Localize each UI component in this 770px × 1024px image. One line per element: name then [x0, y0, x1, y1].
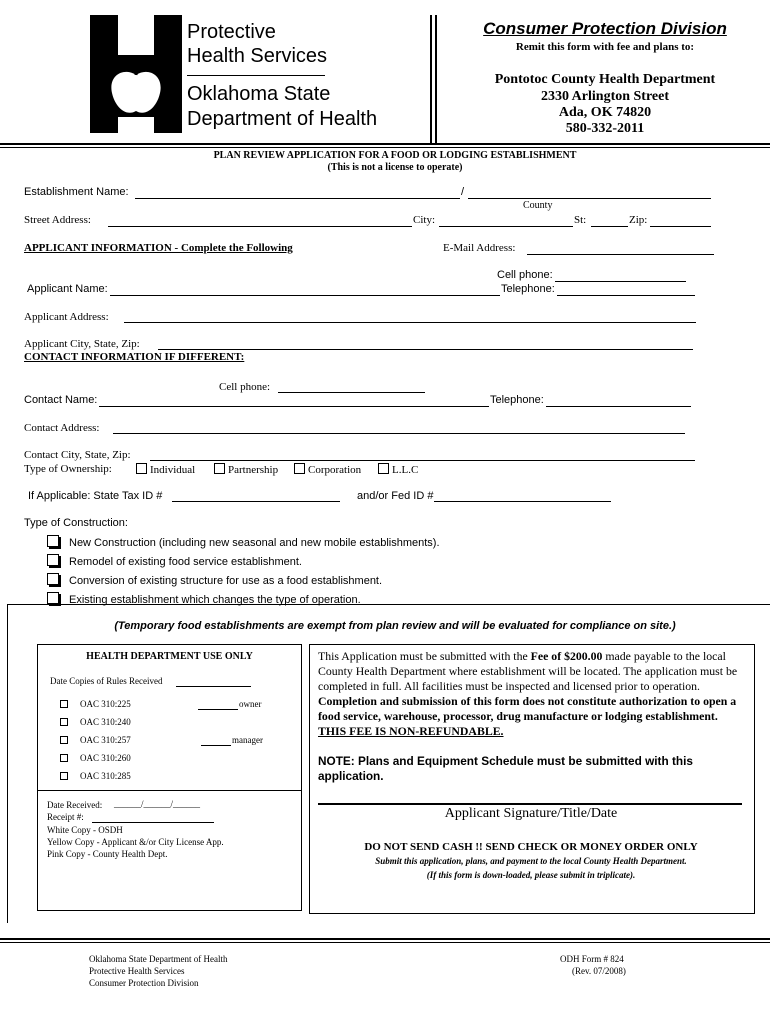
footer-org-1: Oklahoma State Department of Health	[89, 954, 228, 964]
header-rule	[0, 143, 770, 145]
remit-text: Remit this form with fee and plans to:	[515, 41, 695, 53]
email-label: E-Mail Address:	[443, 242, 516, 254]
establishment-name-label: Establishment Name:	[24, 186, 129, 198]
contact-csz-field[interactable]	[150, 460, 695, 461]
applicant-name-field[interactable]	[110, 295, 500, 296]
owner-field[interactable]	[198, 709, 238, 710]
applicant-csz-label: Applicant City, State, Zip:	[24, 338, 140, 350]
ownership-corporation[interactable]: Corporation	[294, 463, 361, 476]
contact-name-label: Contact Name:	[24, 394, 98, 406]
remit-address-1: Pontotoc County Health Department	[494, 72, 716, 87]
copy-pink: Pink Copy - County Health Dept.	[47, 849, 168, 859]
contact-info-heading: CONTACT INFORMATION IF DIFFERENT:	[24, 351, 245, 363]
zip-label: Zip:	[629, 214, 648, 226]
street-address-field[interactable]	[108, 226, 412, 227]
footer-form-number: ODH Form # 824	[560, 954, 624, 964]
no-cash-warning: DO NOT SEND CASH !! SEND CHECK OR MONEY ORDER ONLY	[364, 841, 698, 853]
checkbox-icon[interactable]	[47, 535, 59, 547]
footer-rule	[0, 938, 770, 940]
city-label: City:	[413, 214, 436, 226]
ownership-label: Type of Ownership:	[24, 463, 112, 475]
fed-id-label: and/or Fed ID #	[357, 490, 434, 502]
ownership-partnership[interactable]: Partnership	[214, 463, 278, 476]
h-apple-icon	[90, 15, 182, 133]
contact-cell-field[interactable]	[278, 392, 425, 393]
email-field[interactable]	[527, 254, 714, 255]
form-title: PLAN REVIEW APPLICATION FOR A FOOD OR LODGING ESTABLISHMENT	[213, 150, 577, 161]
cell-phone-field[interactable]	[555, 281, 686, 282]
checkbox-icon[interactable]	[47, 592, 59, 604]
plans-note: NOTE: Plans and Equipment Schedule must be submitted with this application.	[318, 754, 693, 783]
remit-address-3: Ada, OK 74820	[558, 105, 652, 120]
rule-oac-257[interactable]: OAC 310:257	[60, 735, 131, 745]
applicant-name-label: Applicant Name:	[27, 283, 108, 295]
logo-line3: Oklahoma State	[187, 83, 331, 105]
health-dept-divider	[37, 790, 302, 791]
slash-separator: /	[461, 186, 465, 198]
fed-id-field[interactable]	[434, 501, 611, 502]
manager-label: manager	[232, 735, 263, 745]
date-received-label: Date Received:	[47, 800, 103, 810]
rule-oac-225[interactable]: OAC 310:225	[60, 699, 131, 709]
copy-white: White Copy - OSDH	[47, 825, 123, 835]
checkbox-icon[interactable]	[136, 463, 147, 474]
applicant-csz-field[interactable]	[158, 349, 693, 350]
zip-field[interactable]	[650, 226, 711, 227]
contact-telephone-label: Telephone:	[490, 394, 544, 406]
construction-label: Type of Construction:	[24, 517, 128, 529]
health-dept-title: HEALTH DEPARTMENT USE ONLY	[86, 651, 253, 662]
signature-caption: Applicant Signature/Title/Date	[444, 806, 618, 821]
copy-yellow: Yellow Copy - Applicant &/or City License App.	[47, 837, 224, 847]
applicant-address-field[interactable]	[124, 322, 696, 323]
checkbox-icon[interactable]	[378, 463, 389, 474]
checkbox-icon[interactable]	[60, 772, 68, 780]
contact-telephone-field[interactable]	[546, 406, 691, 407]
logo-line4: Department of Health	[187, 108, 378, 130]
state-field[interactable]	[591, 226, 628, 227]
checkbox-icon[interactable]	[294, 463, 305, 474]
header-vertical-divider	[430, 15, 432, 143]
telephone-label: Telephone:	[501, 283, 555, 295]
contact-address-field[interactable]	[113, 433, 685, 434]
checkbox-icon[interactable]	[214, 463, 225, 474]
checkbox-icon[interactable]	[60, 718, 68, 726]
form-subtitle: (This is not a license to operate)	[327, 162, 463, 173]
division-title: Consumer Protection Division	[483, 19, 727, 38]
date-received-field[interactable]: ______/______/______	[114, 799, 201, 809]
telephone-field[interactable]	[557, 295, 695, 296]
rule-oac-285[interactable]: OAC 310:285	[60, 771, 131, 781]
county-field[interactable]	[468, 198, 711, 199]
instructions-paragraph: This Application must be submitted with the Fee of $200.00 made payable to the local County Health Department where establishment will be located. The application must be completed in full. All facilities must be inspected and licensed prior to operation. Completion and submission of this form does not constitute authorization to open a food service, warehouse, processor, drug manufacture or lodging establishment. THIS FEE IS NON-REFUNDABLE.	[318, 649, 738, 738]
contact-name-field[interactable]	[99, 406, 489, 407]
checkbox-icon[interactable]	[60, 700, 68, 708]
street-address-label: Street Address:	[24, 214, 91, 226]
manager-field[interactable]	[201, 745, 231, 746]
state-tax-label: If Applicable: State Tax ID #	[28, 490, 163, 502]
logo-line1: Protective	[187, 21, 276, 43]
construction-option-conversion[interactable]: Conversion of existing structure for use as a food establishment.	[47, 573, 382, 587]
checkbox-icon[interactable]	[60, 736, 68, 744]
establishment-name-field[interactable]	[135, 198, 460, 199]
applicant-info-heading: APPLICANT INFORMATION - Complete the Following	[24, 242, 293, 254]
state-label: St:	[574, 214, 587, 226]
receipt-field[interactable]	[92, 822, 214, 823]
submit-instructions: Submit this application, plans, and payment to the local County Health Department.	[375, 856, 687, 866]
triplicate-instructions: (If this form is down-loaded, please submit in triplicate).	[426, 870, 636, 880]
receipt-label: Receipt #:	[47, 812, 84, 822]
rule-oac-240[interactable]: OAC 310:240	[60, 717, 131, 727]
footer-revision: (Rev. 07/2008)	[572, 966, 626, 976]
contact-cell-label: Cell phone:	[219, 381, 271, 393]
ownership-individual[interactable]: Individual	[136, 463, 195, 476]
checkbox-icon[interactable]	[47, 573, 59, 585]
contact-address-label: Contact Address:	[24, 422, 100, 434]
date-copies-label: Date Copies of Rules Received	[50, 676, 163, 686]
owner-label: owner	[239, 699, 262, 709]
state-tax-field[interactable]	[172, 501, 340, 502]
cell-phone-label: Cell phone:	[497, 269, 553, 281]
construction-option-existing[interactable]: Existing establishment which changes the type of operation.	[47, 592, 361, 606]
date-copies-field[interactable]	[176, 686, 251, 687]
rule-oac-260[interactable]: OAC 310:260	[60, 753, 131, 763]
construction-option-remodel[interactable]: Remodel of existing food service establishment.	[47, 554, 302, 568]
logo-divider	[187, 75, 325, 76]
checkbox-icon[interactable]	[60, 754, 68, 762]
signature-line[interactable]	[318, 803, 742, 805]
remit-address-4: 580-332-2011	[565, 121, 645, 136]
remit-address-2: 2330 Arlington Street	[540, 89, 670, 104]
contact-csz-label: Contact City, State, Zip:	[24, 449, 131, 461]
applicant-address-label: Applicant Address:	[24, 311, 109, 323]
temporary-note: (Temporary food establishments are exempt from plan review and will be evaluated for compliance on site.)	[114, 620, 676, 632]
checkbox-icon[interactable]	[47, 554, 59, 566]
osdh-logo	[90, 15, 390, 135]
county-label: County	[523, 200, 553, 211]
construction-option-new[interactable]: New Construction (including new seasonal and new mobile establishments).	[47, 535, 440, 549]
footer-org-3: Consumer Protection Division	[89, 978, 199, 988]
city-field[interactable]	[439, 226, 573, 227]
footer-org-2: Protective Health Services	[89, 966, 185, 976]
ownership-llc[interactable]: L.L.C	[378, 463, 418, 476]
logo-line2: Health Services	[187, 45, 328, 67]
